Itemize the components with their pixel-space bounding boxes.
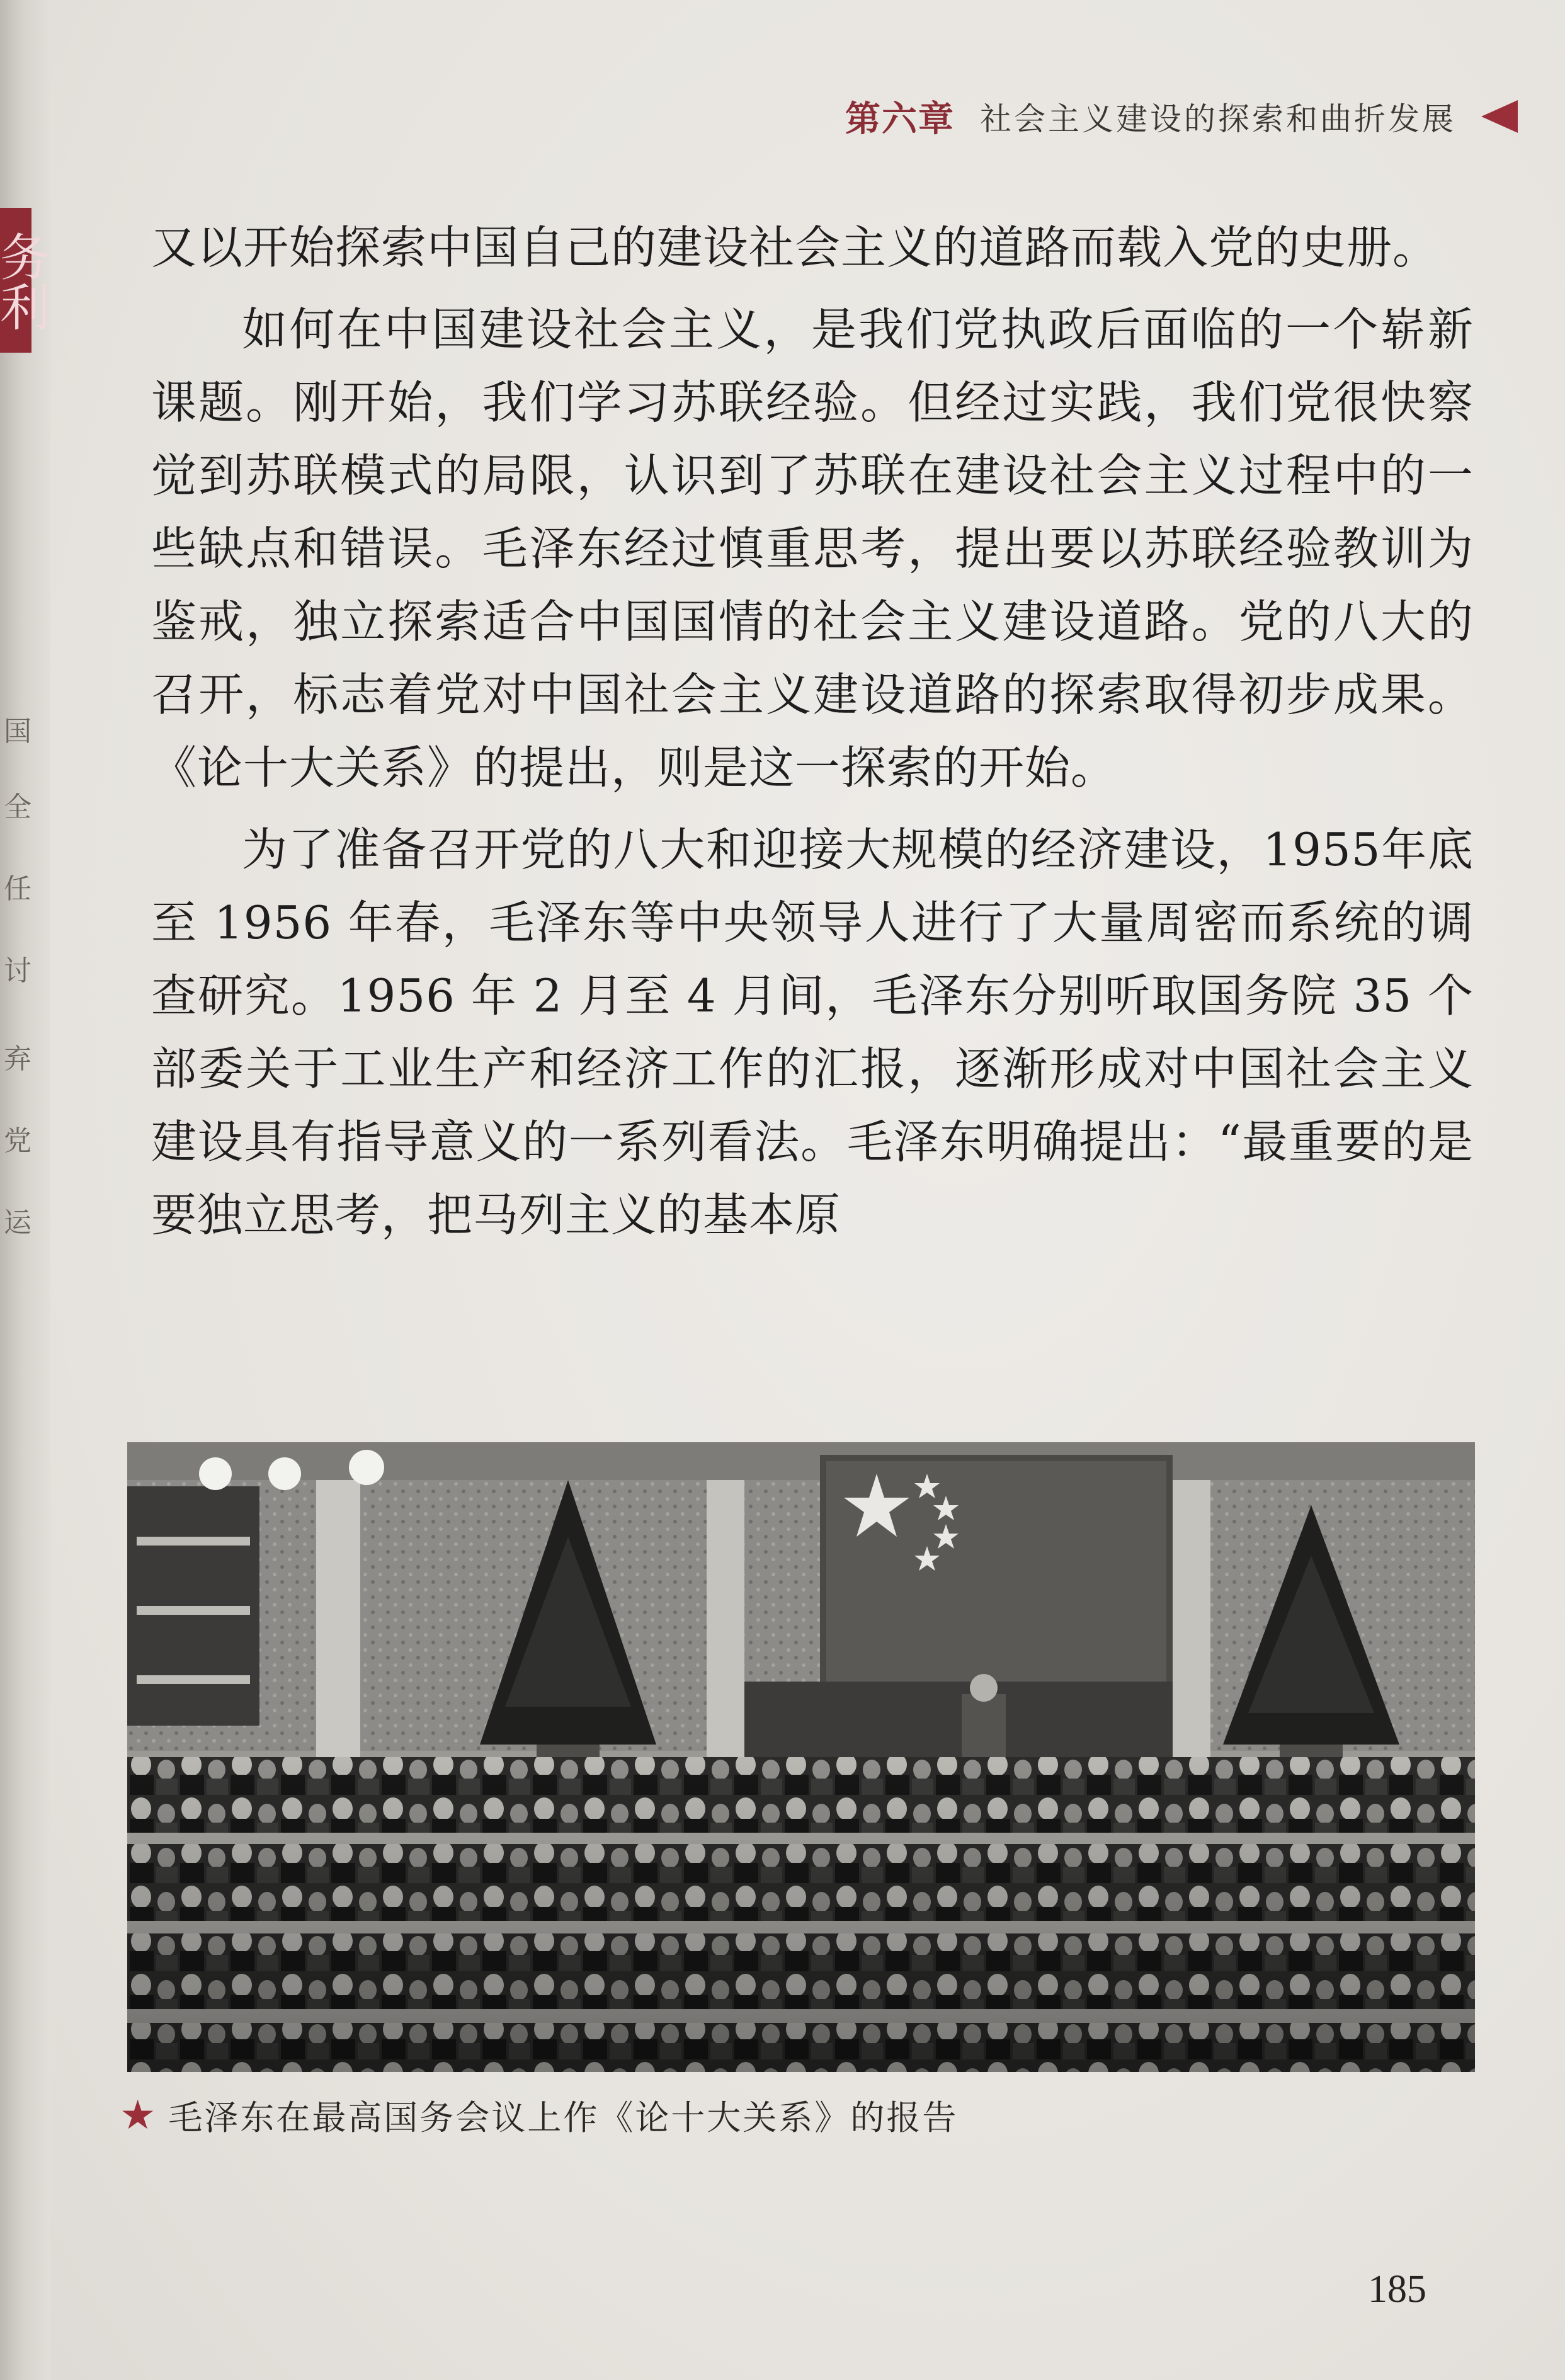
page-number: 185 bbox=[1368, 2268, 1426, 2311]
book-spine-edge bbox=[0, 0, 50, 2380]
running-header bbox=[845, 91, 1518, 142]
previous-page-text-fragment: 党 bbox=[4, 1125, 31, 1157]
previous-page-text-fragment: 运 bbox=[4, 1207, 31, 1239]
body-text bbox=[151, 211, 1474, 1260]
paragraph-3: 为了准备召开党的八大和迎接大规模的经济建设，1955年底至 1956 年春，毛泽东等中央领导人进行了大量周密而系统的调查研究。1956 年 2 月至 4 月间，毛泽东分别听取国务院 35 个部委关于工业生产和经济工作的汇报，逐渐形成对中国社会主义建设具有指导意义的一系列看法。毛泽东明确提出：“最重要的是要独立思考，把马列主义的基本原 bbox=[151, 823, 1474, 1241]
previous-page-text-fragment: 讨 bbox=[4, 955, 31, 987]
previous-page-text-fragment: 任 bbox=[4, 873, 31, 905]
photo-caption bbox=[120, 2091, 958, 2139]
previous-page-text-fragment: 弃 bbox=[4, 1043, 31, 1075]
caption-text: 毛泽东在最高国务会议上作《论十大关系》的报告 bbox=[168, 2098, 959, 2138]
previous-page-title-fragment: 务利 bbox=[0, 229, 50, 338]
paragraph-1: 又以开始探索中国自己的建设社会主义的道路而载入党的史册。 bbox=[151, 221, 1439, 274]
previous-page-text-fragment: 全 bbox=[4, 791, 31, 823]
chapter-title: 社会主义建设的探索和曲折发展 bbox=[980, 101, 1456, 137]
star-icon: ★ bbox=[120, 2092, 156, 2139]
previous-page-text-fragment: 国 bbox=[4, 715, 31, 748]
chapter-number: 第六章 bbox=[845, 99, 955, 140]
book-page bbox=[50, 0, 1565, 2380]
historical-photo bbox=[127, 1442, 1475, 2072]
triangle-left-icon bbox=[1481, 100, 1518, 133]
paragraph-2: 如何在中国建设社会主义，是我们党执政后面临的一个崭新课题。刚开始，我们学习苏联经验。但经过实践，我们党很快察觉到苏联模式的局限，认识到了苏联在建设社会主义过程中的一些缺点和错误。毛泽东经过慎重思考，提出要以苏联经验教训为鉴戒，独立探索适合中国国情的社会主义建设道路。党的八大的召开，标志着党对中国社会主义建设道路的探索取得初步成果。《论十大关系》的提出，则是这一探索的开始。 bbox=[151, 303, 1474, 794]
